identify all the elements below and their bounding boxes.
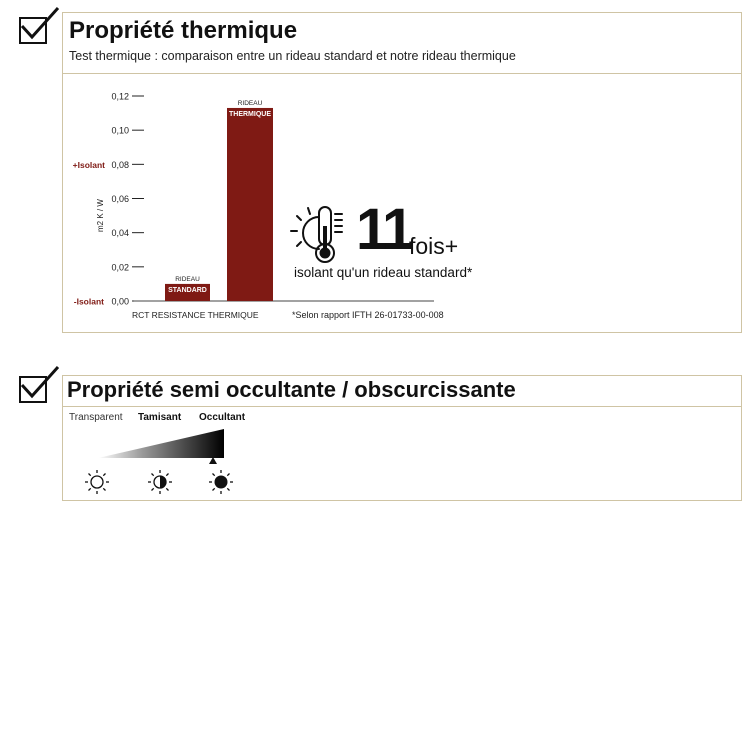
callout-suffix: fois+	[409, 233, 459, 259]
source-note: *Selon rapport IFTH 26-01733-00-008	[292, 310, 444, 320]
level-label-occultant: Occultant	[199, 412, 246, 423]
sun-half-icon	[147, 469, 173, 495]
y-tick-label: 0,08	[111, 159, 129, 170]
thermometer-sun-icon	[289, 204, 353, 266]
section-title: Propriété semi occultante / obscurcissante	[67, 377, 516, 402]
callout-big-number: 11	[356, 197, 412, 262]
y-tick-label: 0,04	[111, 228, 129, 239]
opacity-gradient-wedge	[96, 428, 226, 466]
annotation-low: -Isolant	[73, 296, 104, 307]
bar-label-badge: THERMIQUE	[229, 110, 271, 118]
callout-text: isolant qu'un rideau standard*	[294, 265, 473, 280]
thermal-section-header	[63, 13, 741, 74]
checkbox-checked-icon	[10, 4, 62, 46]
sun-full-icon	[208, 469, 234, 495]
level-label-transparent: Transparent	[69, 412, 123, 423]
bar-label-top: RIDEAU	[175, 275, 200, 283]
bar-2	[227, 108, 273, 301]
level-label-tamisant: Tamisant	[138, 412, 182, 423]
y-tick-label: 0,00	[111, 296, 129, 307]
checkbox-checked-icon	[10, 363, 62, 405]
bar-label-badge: STANDARD	[168, 286, 207, 294]
annotation-high: +Isolant	[72, 159, 105, 170]
y-tick-label: 0,10	[111, 125, 129, 136]
y-tick-label: 0,06	[111, 194, 129, 204]
x-axis-label: RCT RESISTANCE THERMIQUE	[132, 310, 259, 320]
y-tick-label: 0,02	[111, 262, 129, 273]
bar-label-top: RIDEAU	[237, 99, 263, 107]
section-subtitle: Test thermique : comparaison entre un rideau standard et notre rideau thermique	[69, 49, 516, 63]
y-axis-label: m2 K / W	[96, 199, 105, 233]
sun-open-icon	[84, 469, 110, 495]
section-title: Propriété thermique	[69, 17, 298, 44]
y-tick-label: 0,12	[111, 91, 129, 102]
opacity-section-header	[63, 376, 741, 407]
selected-level-marker-icon	[209, 457, 217, 464]
